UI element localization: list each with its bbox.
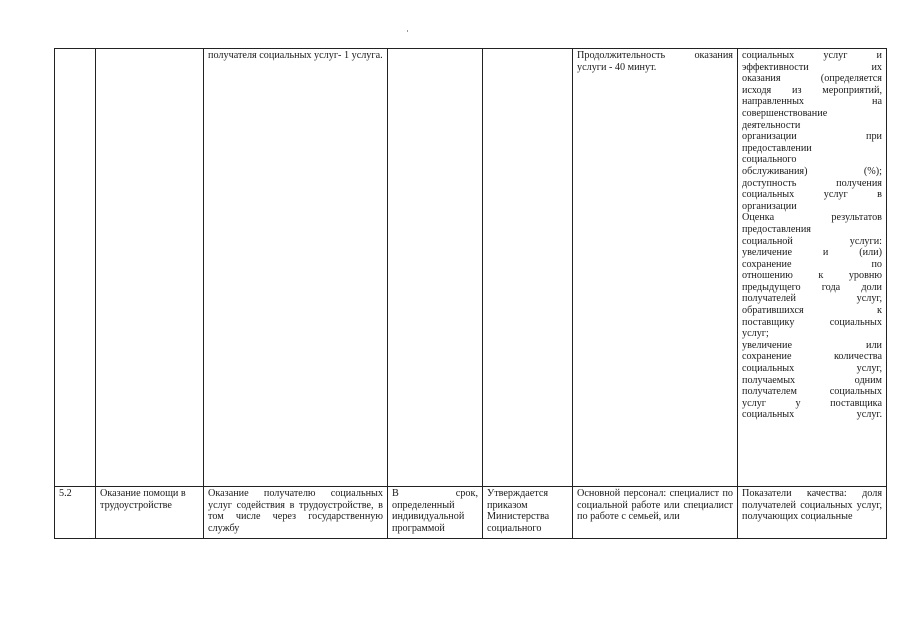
indicator-line: деятельности — [742, 119, 801, 131]
cell-service-description: получателя социальных услуг- 1 услуга. — [204, 49, 388, 487]
cell-service-name — [96, 49, 204, 487]
indicator-line: увеличение или — [742, 339, 882, 351]
indicator-line: направленных на — [742, 96, 882, 108]
services-table — [54, 48, 887, 539]
cell-conditions: Продолжительность оказания услуги - 40 минут. — [573, 49, 738, 487]
indicator-line: социальных услуг и — [742, 50, 882, 61]
indicator-line: получателем социальных — [742, 386, 882, 398]
cell-term: В срок, определенный индивидуальной программой — [388, 487, 483, 539]
indicator-line: социальных услуг. — [742, 409, 882, 421]
indicator-line: увеличение и (или) — [742, 247, 882, 259]
indicator-line: услуг; — [742, 328, 769, 340]
indicator-line: социальных услуг, — [742, 363, 882, 375]
indicator-line: исходя из мероприятий, — [742, 84, 882, 96]
indicator-line: поставщику социальных — [742, 316, 882, 328]
cell-quality-indicators: Показатели качества: доля получателей социальных услуг, получающих социальные — [738, 487, 887, 539]
indicator-line: услуг у поставщика — [742, 397, 882, 409]
indicator-line: предоставлении — [742, 142, 812, 154]
indicator-line: сохранение количества — [742, 351, 882, 363]
cell-service-name: Оказание помощи в трудоустройстве — [96, 487, 204, 539]
indicator-line: социальной услуги: — [742, 235, 882, 247]
cell-term — [388, 49, 483, 487]
indicator-line: отношению к уровню — [742, 270, 882, 282]
indicator-line: оказания (определяется — [742, 73, 882, 85]
table-row — [55, 487, 887, 539]
indicator-line: Оценка результатов — [742, 212, 882, 224]
indicator-line: получаемых одним — [742, 374, 882, 386]
cell-cost: Утверждается приказом Министерства социального — [483, 487, 573, 539]
indicator-line: предыдущего года доли — [742, 281, 882, 293]
indicator-line: обслуживания) (%); — [742, 165, 882, 177]
indicator-line: доступность получения — [742, 177, 882, 189]
cell-cost — [483, 49, 573, 487]
indicator-line: организации при — [742, 131, 882, 143]
cell-quality-indicators — [738, 49, 887, 487]
indicator-line: получателей услуг, — [742, 293, 882, 305]
cell-conditions: Основной персонал: специалист по социальной работе или специалист по работе с семьей, или — [573, 487, 738, 539]
indicator-line: социального — [742, 154, 797, 166]
cell-number — [55, 49, 96, 487]
indicator-line: организации — [742, 200, 797, 212]
cell-number: 5.2 — [55, 487, 96, 539]
indicator-line: предоставления — [742, 223, 811, 235]
scan-speck — [407, 30, 408, 32]
indicator-line: совершенствование — [742, 107, 828, 119]
table-row — [55, 49, 887, 487]
indicator-line: социальных услуг в — [742, 189, 882, 201]
indicator-line: эффективности их — [742, 61, 882, 73]
indicator-line: обратившихся к — [742, 305, 882, 317]
indicator-line: сохранение по — [742, 258, 882, 270]
cell-service-description: Оказание получателю социальных услуг содействия в трудоустройстве, в том числе через государственную службу — [204, 487, 388, 539]
